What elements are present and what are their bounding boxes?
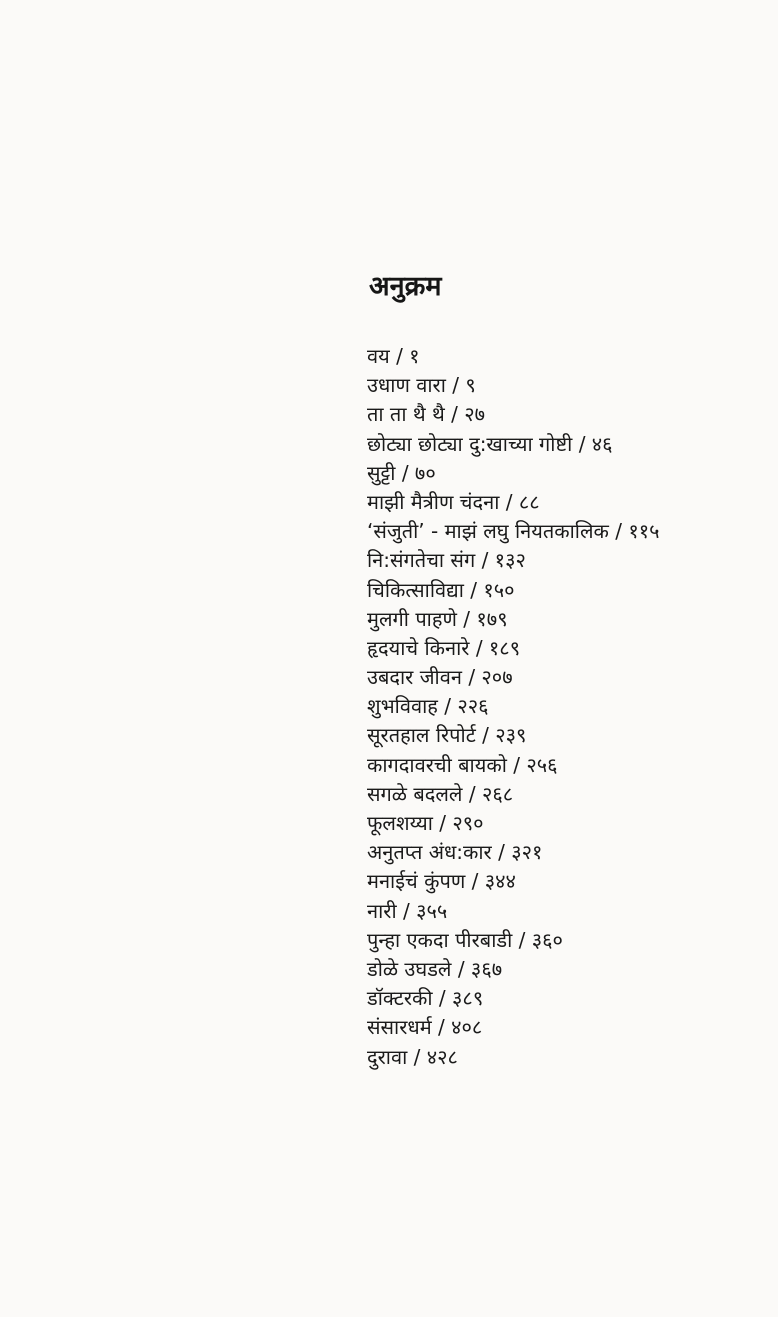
contents-entry: उबदार जीवन / २०७ [367, 665, 513, 690]
contents-entry: संसारधर्म / ४०८ [367, 1015, 483, 1040]
contents-entry: शुभविवाह / २२६ [367, 694, 489, 719]
contents-entry: फूलशय्या / २९० [367, 811, 484, 835]
contents-entry: वय / १ [367, 344, 420, 368]
contents-entry: चिकित्साविद्या / १५० [367, 577, 515, 602]
contents-entry: मुलगी पाहणे / १७९ [367, 606, 508, 631]
contents-entry: पुन्हा एकदा पीरबाडी / ३६० [367, 927, 563, 952]
contents-entry: सुट्टी / ७० [367, 460, 436, 485]
contents-entry: हृदयाचे किनारे / १८९ [367, 635, 521, 660]
contents-entry: दुरावा / ४२८ [367, 1044, 458, 1069]
contents-heading: अनुक्रम [369, 271, 442, 302]
contents-entry: नि:संगतेचा संग / १३२ [367, 548, 526, 573]
contents-entry: सगळे बदलले / २६८ [367, 781, 514, 806]
contents-entry: उधाण वारा / ९ [367, 373, 476, 398]
contents-entry: कागदावरची बायको / २५६ [367, 752, 558, 777]
contents-entry: नारी / ३५५ [367, 898, 448, 923]
contents-entry: माझी मैत्रीण चंदना / ८८ [367, 489, 540, 514]
contents-entry: अनुतप्त अंध:कार / ३२१ [367, 840, 543, 865]
contents-list [367, 342, 772, 1072]
contents-entry: ‘संजुती’ - माझं लघु नियतकालिक / ११५ [367, 519, 660, 544]
contents-entry: ता ता थै थै / २७ [367, 402, 486, 427]
contents-entry: डोळे उघडले / ३६७ [367, 956, 503, 981]
contents-entry: छोट्या छोट्या दु:खाच्या गोष्टी / ४६ [367, 431, 613, 456]
contents-entry: डॉक्टरकी / ३८९ [367, 986, 484, 1011]
contents-entry: मनाईचं कुंपण / ३४४ [367, 869, 516, 894]
contents-entry: सूरतहाल रिपोर्ट / २३९ [367, 723, 527, 748]
